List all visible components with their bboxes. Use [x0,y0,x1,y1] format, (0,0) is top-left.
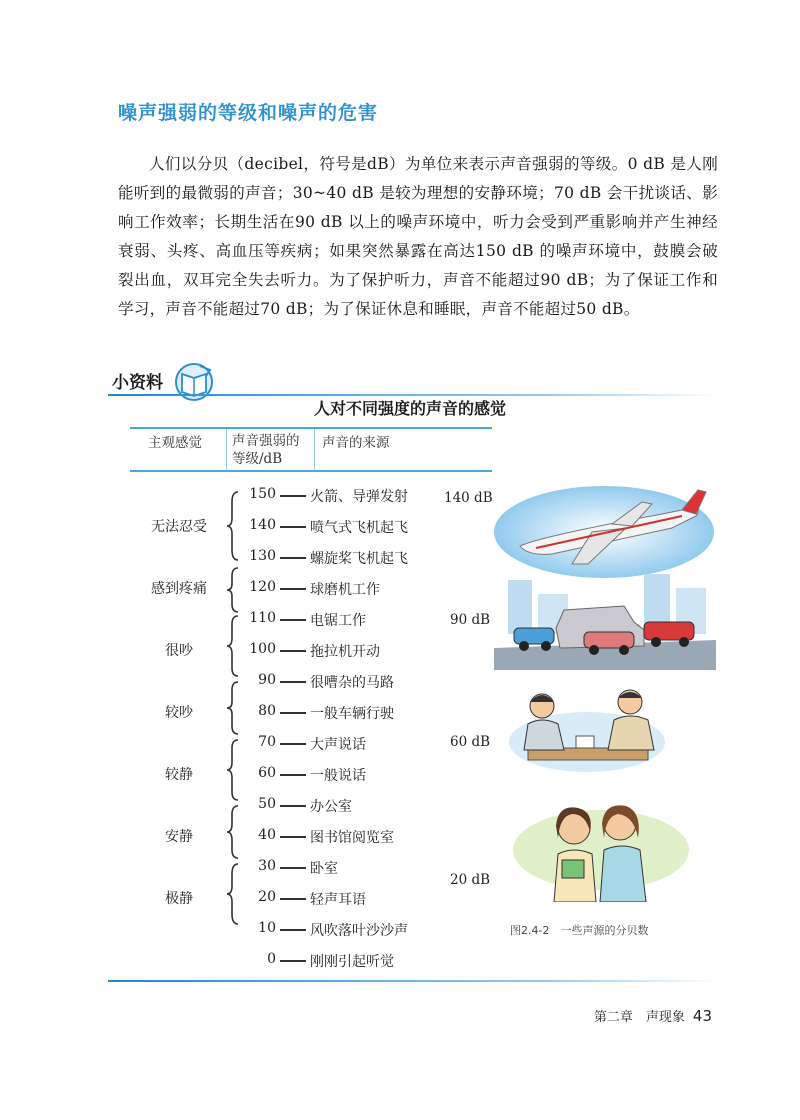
level-value: 30 [258,858,276,874]
sound-source: 喷气式飞机起飞 [310,520,408,536]
sound-source: 很嘈杂的马路 [310,675,394,691]
level-value: 80 [258,703,276,719]
feeling-label: 很吵 [165,643,193,659]
header-feeling: 主观感觉 [148,435,202,451]
sound-source: 一般说话 [310,768,366,784]
feeling-label: 极静 [165,891,193,907]
level-value: 130 [249,548,276,564]
info-box-label: 小资料 [112,373,163,393]
image-label: 90 dB [450,612,491,628]
level-dash [280,743,306,745]
level-dash [280,774,306,776]
level-dash [280,867,306,869]
sound-source: 风吹落叶沙沙声 [310,923,408,939]
sound-source: 电锯工作 [310,613,366,629]
level-value: 100 [249,641,276,657]
sound-source: 图书馆阅览室 [310,830,394,846]
sound-source: 轻声耳语 [310,892,366,908]
level-value: 110 [249,610,276,626]
sound-source: 火箭、导弹发射 [310,489,408,505]
level-dash [280,619,306,621]
airplane-icon [492,484,716,580]
feeling-label: 较静 [165,767,193,783]
level-value: 90 [258,672,276,688]
level-dash [280,712,306,714]
image-label: 20 dB [450,872,491,888]
level-value: 120 [249,579,276,595]
sound-source: 办公室 [310,799,352,815]
table-header-divider [314,429,315,470]
level-value: 20 [258,889,276,905]
table-header-divider [226,429,227,470]
level-value: 150 [249,486,276,502]
sound-source: 刚刚引起听觉 [310,954,394,970]
level-dash [280,960,306,962]
level-value: 50 [258,796,276,812]
table-title: 人对不同强度的声音的感觉 [313,399,506,418]
image-label: 140 dB [444,490,493,506]
table-header-top-rule [130,427,492,429]
sound-source: 球磨机工作 [310,582,380,598]
level-value: 10 [258,920,276,936]
level-dash [280,526,306,528]
table-header-bottom-rule [130,470,492,472]
level-dash [280,929,306,931]
level-dash [280,588,306,590]
paragraph-text: 人们以分贝（decibel，符号是dB）为单位来表示声音强弱的等级。0 dB 是人刚能听到的最微弱的声音；30~40 dB 是较为理想的安静环境；70 dB 会干扰谈话、影响工作效率；长期生活在90 dB 以上的噪声环境中，听力会受到严重影响并产生神经衰弱、头疼、高血压等疾病；如果突然暴露在高达150 dB 的噪声环境中，鼓膜会破裂出血，双耳完全失去听力。为了保护听力，声音不能超过90 dB；为了保证工作和学习，声音不能超过70 dB；为了保证休息和睡眠，声音不能超过50 dB。 [118,155,718,318]
header-source: 声音的来源 [322,435,390,451]
bottom-rule [108,980,720,982]
feeling-label: 感到疼痛 [151,581,207,597]
feeling-label: 较吵 [165,705,193,721]
page-footer [594,1006,712,1025]
feeling-label: 无法忍受 [151,519,207,535]
conversation-icon [504,684,670,776]
sound-source: 卧室 [310,861,338,877]
page-number: 43 [692,1007,712,1025]
header-level-line1: 声音强弱的 [232,433,300,449]
level-value: 70 [258,734,276,750]
level-dash [280,495,306,497]
sound-source: 螺旋桨飞机起飞 [310,551,408,567]
level-value: 0 [267,951,276,967]
level-dash [280,836,306,838]
traffic-icon [494,570,716,670]
chapter-title: 第二章 声现象 [593,1010,685,1025]
sound-source: 拖拉机开动 [310,644,380,660]
level-dash [280,805,306,807]
header-level-line2: 等级/dB [232,451,283,467]
feeling-label: 安静 [165,829,193,845]
level-dash [280,681,306,683]
level-dash [280,650,306,652]
header-level [232,432,300,468]
level-value: 140 [249,517,276,533]
section-title: 噪声强弱的等级和噪声的危害 [118,102,379,124]
figure-caption: 图2.4-2 一些声源的分贝数 [510,924,649,937]
sound-source: 大声说话 [310,737,366,753]
sound-source: 一般车辆行驶 [310,706,394,722]
level-value: 40 [258,827,276,843]
body-paragraph [118,150,718,324]
level-dash [280,557,306,559]
level-dash [280,898,306,900]
whisper-icon [508,794,694,902]
level-value: 60 [258,765,276,781]
image-label: 60 dB [450,734,491,750]
